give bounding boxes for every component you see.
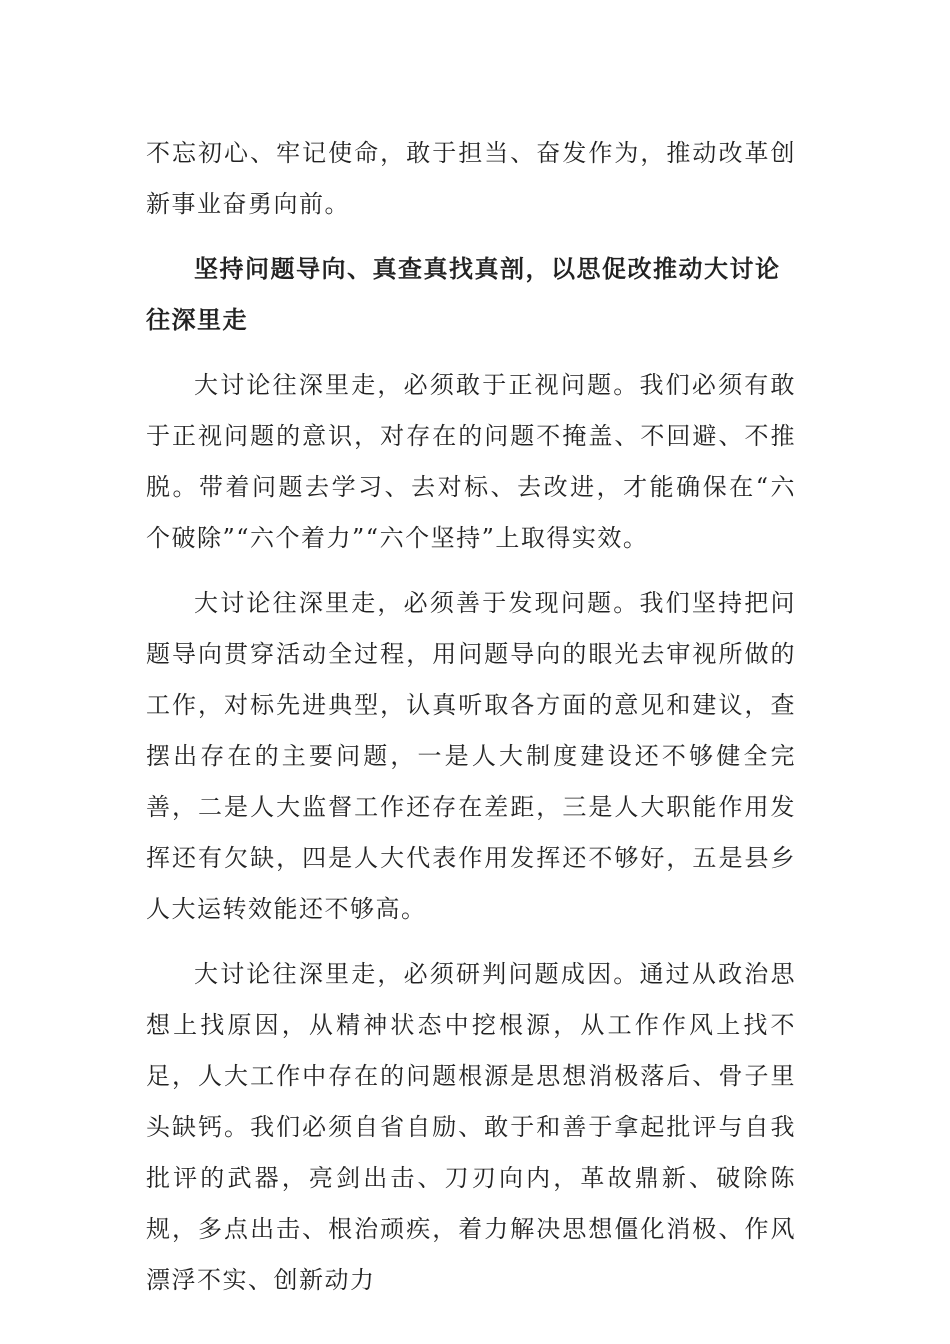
document-body	[146, 128, 796, 1320]
section-heading: 坚持问题导向、真查真找真剖，以思促改推动大讨论往深里走	[146, 255, 781, 334]
paragraph-4: 大讨论往深里走，必须研判问题成因。通过从政治思想上找原因，从精神状态中挖根源，从工作作风上找不足，人大工作中存在的问题根源是思想消极落后、骨子里头缺钙。我们必须自省自励、敢于和善于拿起批评与自我批评的武器，亮剑出击、刀刃向内，革故鼎新、破除陈规，多点出击、根治顽疾，着力解决思想僵化消极、作风漂浮不实、创新动力	[146, 960, 796, 1294]
paragraph-2: 大讨论往深里走，必须敢于正视问题。我们必须有敢于正视问题的意识，对存在的问题不掩盖、不回避、不推脱。带着问题去学习、去对标、去改进，才能确保在“六个破除”“六个着力”“六个坚持”上取得实效。	[146, 371, 796, 552]
paragraph-3: 大讨论往深里走，必须善于发现问题。我们坚持把问题导向贯穿活动全过程，用问题导向的眼光去审视所做的工作，对标先进典型，认真听取各方面的意见和建议，查摆出存在的主要问题，一是人大制度建设还不够健全完善，二是人大监督工作还存在差距，三是人大职能作用发挥还有欠缺，四是人大代表作用发挥还不够好，五是县乡人大运转效能还不够高。	[146, 589, 796, 923]
paragraph-1: 不忘初心、牢记使命，敢于担当、奋发作为，推动改革创新事业奋勇向前。	[146, 139, 796, 218]
